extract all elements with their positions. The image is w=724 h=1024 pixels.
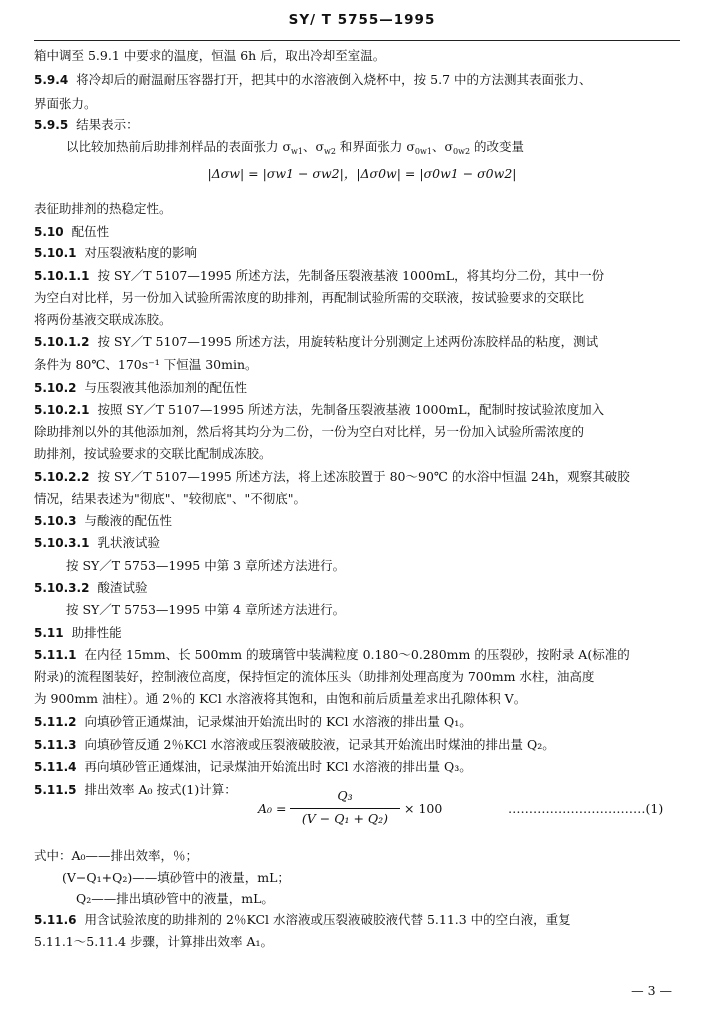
text-line: 表征助排剂的热稳定性。 xyxy=(34,201,172,216)
standard-header: SY/ T 5755—1995 xyxy=(288,12,436,28)
section-5-10-1-2 xyxy=(34,336,684,349)
text: 、σ xyxy=(302,139,324,154)
section-number: 5.10.3.1 xyxy=(34,536,90,550)
section-number: 5.11.6 xyxy=(34,913,77,927)
text-line xyxy=(66,141,716,154)
section-number: 5.10.1.1 xyxy=(34,269,90,283)
section-5-10-2 xyxy=(34,382,684,395)
section-number: 5.9.5 xyxy=(34,118,69,132)
section-title: 酸渣试验 xyxy=(97,580,148,595)
text: 再向填砂管正通煤油，记录煤油开始流出时 KCl 水溶液的排出量 Q₃。 xyxy=(84,759,472,774)
subscript: w2 xyxy=(324,147,336,156)
where-line: (V−Q₁+Q₂)——填砂管中的液量，mL； xyxy=(62,870,290,885)
section-5-10-3-2 xyxy=(34,582,684,595)
text-line: 将两份基液交联成冻胶。 xyxy=(34,312,172,327)
section-5-9-5 xyxy=(34,119,684,132)
formula-delta-sigma: |Δσw| = |σw1 − σw2|，|Δσ0w| = |σ0w1 − σ0w2| xyxy=(207,166,517,181)
text: 以比较加热前后助排剂样品的表面张力 σ xyxy=(66,139,292,154)
where-line: 式中：A₀——排出效率，％； xyxy=(34,848,199,863)
section-number: 5.11.3 xyxy=(34,738,77,752)
section-number: 5.10.3 xyxy=(34,514,77,528)
section-number: 5.11 xyxy=(34,626,64,640)
text: 在内径 15mm、长 500mm 的玻璃管中装满粒度 0.180～0.280mm 的压裂砂，按附录 A(标准的 xyxy=(84,647,630,662)
section-5-10-3-1 xyxy=(34,537,684,550)
page-number: — 3 — xyxy=(631,983,672,998)
text-line: 为 900mm 油柱）。通 2％的 KCl 水溶液将其饱和，由饱和前后质量差求出孔隙体积 V。 xyxy=(34,691,527,706)
where-line: Q₂——排出填砂管中的液量，mL。 xyxy=(76,891,274,906)
text: 用含试验浓度的助排剂的 2％KCl 水溶液或压裂液破胶液代替 5.11.3 中的空白液，重复 xyxy=(84,912,571,927)
section-5-10-1-1 xyxy=(34,270,684,283)
subscript: w1 xyxy=(291,147,303,156)
text-line: 附录)的流程图装好，控制液位高度，保持恒定的流体压头（助排剂处理高度为 700mm 水柱，油高度 xyxy=(34,669,595,684)
text: 、σ xyxy=(431,139,453,154)
section-title: 配伍性 xyxy=(71,224,110,239)
section-5-10-2-2 xyxy=(34,471,684,484)
section-number: 5.10.2.2 xyxy=(34,470,90,484)
section-5-11-4 xyxy=(34,761,684,774)
section-number: 5.11.1 xyxy=(34,648,77,662)
text: 和界面张力 σ xyxy=(335,139,415,154)
text: 按照 SY／T 5107—1995 所述方法，先制备压裂液基液 1000mL，配制时按试验浓度加入 xyxy=(97,402,605,417)
section-5-11 xyxy=(34,627,684,640)
section-5-10-3 xyxy=(34,515,684,528)
section-5-9-4 xyxy=(34,74,684,87)
section-number: 5.11.4 xyxy=(34,760,77,774)
text: 排出效率 A₀ 按式(1)计算： xyxy=(84,782,237,797)
text: 按 SY／T 5107—1995 所述方法，先制备压裂液基液 1000mL，将其均分二份，其中一份 xyxy=(97,268,605,283)
text-line: 按 SY／T 5753—1995 中第 4 章所述方法进行。 xyxy=(66,602,346,617)
text: 按 SY／T 5107—1995 所述方法，用旋转粘度计分别测定上述两份冻胶样品的粘度，测试 xyxy=(97,334,599,349)
equation-denominator: (V − Q₁ + Q₂) xyxy=(301,811,389,826)
section-title: 与压裂液其他添加剂的配伍性 xyxy=(84,380,248,395)
text-line: 5.11.1～5.11.4 步骤，计算排出效率 A₁。 xyxy=(34,934,274,949)
section-title: 对压裂液粘度的影响 xyxy=(84,245,198,260)
text: 的改变量 xyxy=(470,139,525,154)
header-rule xyxy=(34,40,680,41)
text-line: 按 SY／T 5753—1995 中第 3 章所述方法进行。 xyxy=(66,558,346,573)
text-line: 箱中调至 5.9.1 中要求的温度，恒温 6h 后，取出冷却至室温。 xyxy=(34,48,386,63)
section-number: 5.10.3.2 xyxy=(34,581,90,595)
text: 将冷却后的耐温耐压容器打开，把其中的水溶液倒入烧杯中，按 5.7 中的方法测其表面张力、 xyxy=(76,72,592,87)
text-line: 界面张力。 xyxy=(34,96,97,111)
text-line: 情况，结果表述为"彻底"、"较彻底"、"不彻底"。 xyxy=(34,491,306,506)
subscript: 0w1 xyxy=(414,147,432,156)
section-number: 5.10 xyxy=(34,225,64,239)
text-line: 为空白对比样，另一份加入试验所需浓度的助排剂，再配制试验所需的交联液，按试验要求的交联比 xyxy=(34,290,585,305)
section-5-11-1 xyxy=(34,649,684,662)
section-5-10 xyxy=(34,226,684,239)
section-5-11-2 xyxy=(34,716,684,729)
section-5-10-1 xyxy=(34,247,684,260)
section-number: 5.11.5 xyxy=(34,783,77,797)
equation-numerator: Q₃ xyxy=(337,788,353,803)
section-number: 5.9.4 xyxy=(34,73,69,87)
section-number: 5.11.2 xyxy=(34,715,77,729)
text-line: 条件为 80℃、170s⁻¹ 下恒温 30min。 xyxy=(34,357,258,372)
section-title: 乳状液试验 xyxy=(97,535,160,550)
fraction-bar xyxy=(290,808,400,809)
section-5-11-6 xyxy=(34,914,684,927)
equation-lhs: A₀ = xyxy=(258,801,287,816)
text-line: 助排剂，按试验要求的交联比配制成冻胶。 xyxy=(34,446,272,461)
text: 按 SY／T 5107—1995 所述方法，将上述冻胶置于 80～90℃ 的水浴中恒温 24h，观察其破胶 xyxy=(97,469,630,484)
text-line: 除助排剂以外的其他添加剂，然后将其均分为二份，一份为空白对比样，另一份加入试验所需浓度的 xyxy=(34,424,585,439)
text: 向填砂管正通煤油，记录煤油开始流出时的 KCl 水溶液的排出量 Q₁。 xyxy=(84,714,472,729)
section-number: 5.10.2.1 xyxy=(34,403,90,417)
text: 向填砂管反通 2％KCl 水溶液或压裂液破胶液，记录其开始流出时煤油的排出量 Q₂。 xyxy=(84,737,555,752)
section-title: 结果表示： xyxy=(76,117,139,132)
subscript: 0w2 xyxy=(453,147,471,156)
section-title: 助排性能 xyxy=(71,625,122,640)
equation-number: ……………………………(1) xyxy=(508,801,664,816)
section-number: 5.10.2 xyxy=(34,381,77,395)
section-5-10-2-1 xyxy=(34,404,684,417)
section-number: 5.10.1.2 xyxy=(34,335,90,349)
section-number: 5.10.1 xyxy=(34,246,77,260)
section-title: 与酸液的配伍性 xyxy=(84,513,173,528)
section-5-11-3 xyxy=(34,739,684,752)
equation-multiplier: × 100 xyxy=(404,801,443,816)
